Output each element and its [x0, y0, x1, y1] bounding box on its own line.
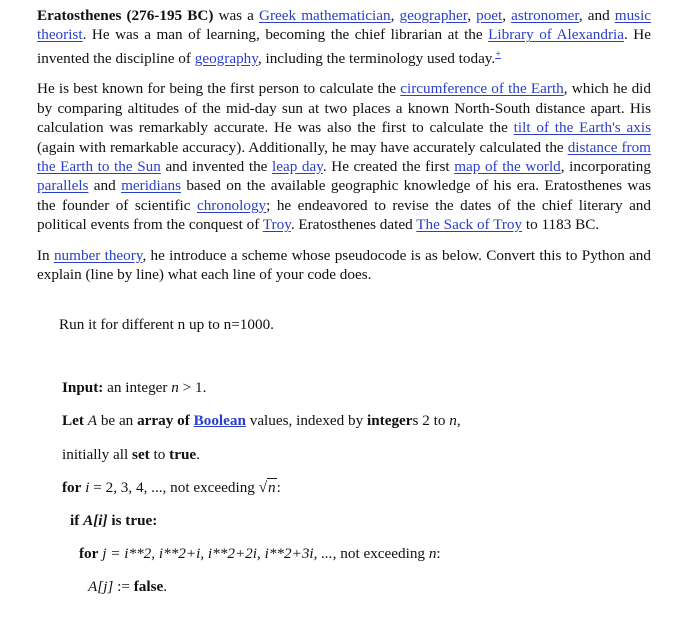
text-run: , he introduce a scheme whose pseudocode is as below. Convert this to Python and explain (line by line) what each line of your code does. [37, 246, 651, 283]
text-run: He is best known for being the first person to calculate the [37, 80, 401, 98]
link-number-theory[interactable]: number theory [53, 246, 143, 264]
text-run: and [88, 177, 122, 195]
text-run: . [163, 578, 168, 595]
variable-j: j [98, 545, 107, 562]
external-link-icon[interactable]: + [495, 48, 501, 60]
variable-a: A [88, 578, 98, 595]
keyword-true: true [169, 446, 197, 463]
text-run: values, indexed by [245, 412, 367, 429]
text-run: and invented the [160, 157, 273, 175]
text-run: 2 to [418, 412, 450, 429]
task-instruction: Run it for different n up to n=1000. [59, 316, 274, 333]
text-run: . [196, 446, 200, 463]
variable-n: n [428, 545, 437, 562]
text-run: based on the available geographic knowledge of his era. Eratosthenes was the founder of scientific [37, 177, 651, 214]
link-astronomer[interactable]: astronomer [511, 7, 579, 24]
pseudocode-line-for-j [79, 545, 441, 563]
text-run: was a [213, 7, 260, 24]
variable-n: n [268, 479, 276, 496]
text-run: not exceeding [340, 545, 429, 562]
keyword-is: is [107, 512, 126, 529]
pseudocode-line-let [62, 412, 461, 430]
text-run: , [502, 7, 512, 24]
text-run: to 1183 BC. [522, 216, 600, 234]
text-run: > 1. [178, 379, 207, 396]
pseudocode-line-assign [88, 578, 167, 596]
sequence-expression: = i**2, i**2+i, i**2+2i, i**2+3i, ..., [106, 545, 341, 562]
text-run: , [456, 412, 461, 429]
keyword-set: set [132, 446, 150, 463]
article-body [37, 6, 651, 284]
text-run: be an [97, 412, 138, 429]
keyword-if: if [70, 512, 84, 529]
text-run: to [149, 446, 170, 463]
text-run: . Eratosthenes dated [290, 216, 417, 234]
link-leap-day[interactable]: leap day [272, 157, 323, 175]
link-poet[interactable]: poet [476, 7, 503, 24]
link-sack-of-troy[interactable]: The Sack of Troy [416, 216, 523, 234]
link-troy[interactable]: Troy [262, 216, 291, 234]
text-run: ; he endeavored to revise the dates of the chief literary and political events from the conquest of [37, 196, 651, 234]
intro-paragraph [37, 6, 651, 68]
text-run: . He was a man of learning, becoming the chief librarian at the [82, 26, 489, 44]
variable-i: i [81, 479, 90, 496]
keyword-true: true [125, 512, 153, 529]
text-run: . He invented the discipline of [37, 26, 651, 67]
link-geography[interactable]: geography [194, 49, 258, 67]
text-run: = 2, 3, 4, ..., not exceeding [89, 479, 259, 496]
keyword-array: array of [137, 412, 194, 429]
achievements-paragraph [37, 79, 651, 234]
text-run: , and [578, 7, 615, 24]
link-map-of-the-world[interactable]: map of the world [454, 157, 561, 175]
link-boolean[interactable]: Boolean [193, 412, 246, 429]
text-run: , [390, 7, 400, 24]
text-run: : [436, 545, 441, 562]
assign-operator: := [113, 578, 134, 595]
index-j: [j] [97, 578, 114, 595]
text-run: , incorporating [560, 157, 651, 175]
link-library-of-alexandria[interactable]: Library of Alexandria [488, 26, 624, 44]
text-run: (again with remarkable accuracy). Additionally, he may have accurately calculated the [37, 138, 568, 156]
keyword-let: Let [62, 412, 88, 429]
variable-n: n [449, 412, 457, 429]
text-run: In [37, 246, 54, 264]
keyword-for: for [79, 545, 99, 562]
text-run: s [412, 412, 419, 429]
pseudocode-line-for-i [62, 479, 281, 497]
pseudocode-line-init [62, 446, 200, 464]
square-root [259, 479, 277, 497]
link-music-theorist[interactable]: music theorist [37, 7, 652, 44]
keyword-for: for [62, 479, 82, 496]
subject-name: Eratosthenes [37, 7, 122, 24]
radical-sign: √ [258, 479, 268, 496]
variable-n: n [171, 379, 179, 396]
text-run: . He created the first [322, 157, 455, 175]
keyword-integer: integer [366, 412, 413, 429]
variable-a: A [87, 412, 98, 429]
link-tilt-of-earths-axis[interactable]: tilt of the Earth's axis [513, 119, 651, 137]
subject-dates: (276-195 BC) [126, 7, 214, 24]
pseudocode-line-if [70, 512, 157, 530]
text-run: : [152, 512, 158, 529]
keyword-false: false [133, 578, 164, 595]
link-circumference-of-earth[interactable]: circumference of the Earth [400, 80, 564, 98]
variable-a: A [83, 512, 94, 529]
link-distance-earth-sun[interactable]: distance from the Earth to the Sun [37, 138, 651, 175]
text-run: an integer [103, 379, 172, 396]
number-theory-paragraph [37, 246, 651, 285]
link-meridians[interactable]: meridians [121, 177, 181, 195]
text-run: , [467, 7, 477, 24]
link-greek-mathematician[interactable]: Greek mathematician [259, 7, 391, 24]
link-parallels[interactable]: parallels [37, 177, 89, 195]
text-run: : [276, 479, 281, 496]
link-geographer[interactable]: geographer [399, 7, 468, 24]
text-run: , which he did by comparing altitudes of the mid-day sun at two places a known North-South distance apart. His calculation was remarkably accurate. He was also the first to calculate the [37, 80, 651, 137]
text-run: initially all [62, 446, 133, 463]
keyword-input: Input: [62, 379, 104, 396]
index-i: [i] [93, 512, 108, 529]
text-run: , including the terminology used today. [257, 49, 496, 67]
link-chronology[interactable]: chronology [196, 196, 267, 214]
pseudocode-line-input [62, 379, 206, 397]
